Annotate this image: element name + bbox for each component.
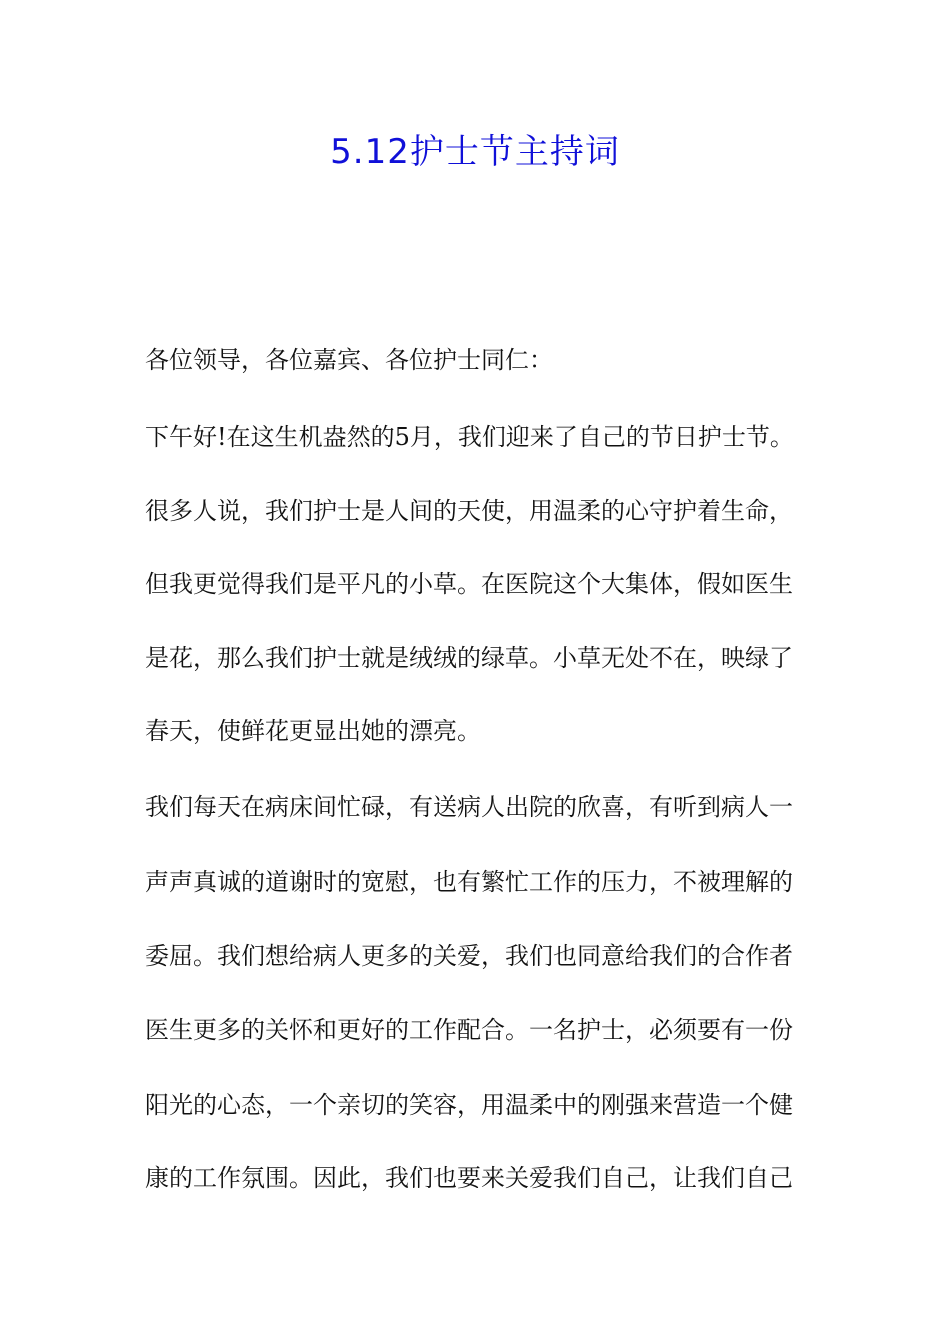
- paragraph-line: 康的工作氛围。因此，我们也要来关爱我们自己，让我们自己: [145, 1164, 793, 1192]
- paragraph-line: 委屈。我们想给病人更多的关爱，我们也同意给我们的合作者: [145, 942, 793, 970]
- paragraph-line: 阳光的心态，一个亲切的笑容，用温柔中的刚强来营造一个健: [145, 1091, 793, 1119]
- paragraph-line: 我们每天在病床间忙碌，有送病人出院的欣喜，有听到病人一: [145, 793, 793, 821]
- paragraph-line: 下午好!在这生机盎然的5月，我们迎来了自己的节日护士节。: [145, 423, 794, 451]
- document-title: 5.12护士节主持词: [330, 132, 620, 172]
- paragraph-line: 但我更觉得我们是平凡的小草。在医院这个大集体，假如医生: [145, 570, 793, 598]
- paragraph-line: 是花，那么我们护士就是绒绒的绿草。小草无处不在，映绿了: [145, 644, 793, 672]
- paragraph-line: 春天，使鲜花更显出她的漂亮。: [145, 717, 481, 745]
- paragraph-line: 很多人说，我们护士是人间的天使，用温柔的心守护着生命，: [145, 497, 793, 525]
- paragraph-line: 声声真诚的道谢时的宽慰，也有繁忙工作的压力，不被理解的: [145, 868, 793, 896]
- paragraph-line: 医生更多的关怀和更好的工作配合。一名护士，必须要有一份: [145, 1016, 793, 1044]
- greeting-line: 各位领导，各位嘉宾、各位护士同仁：: [145, 346, 553, 374]
